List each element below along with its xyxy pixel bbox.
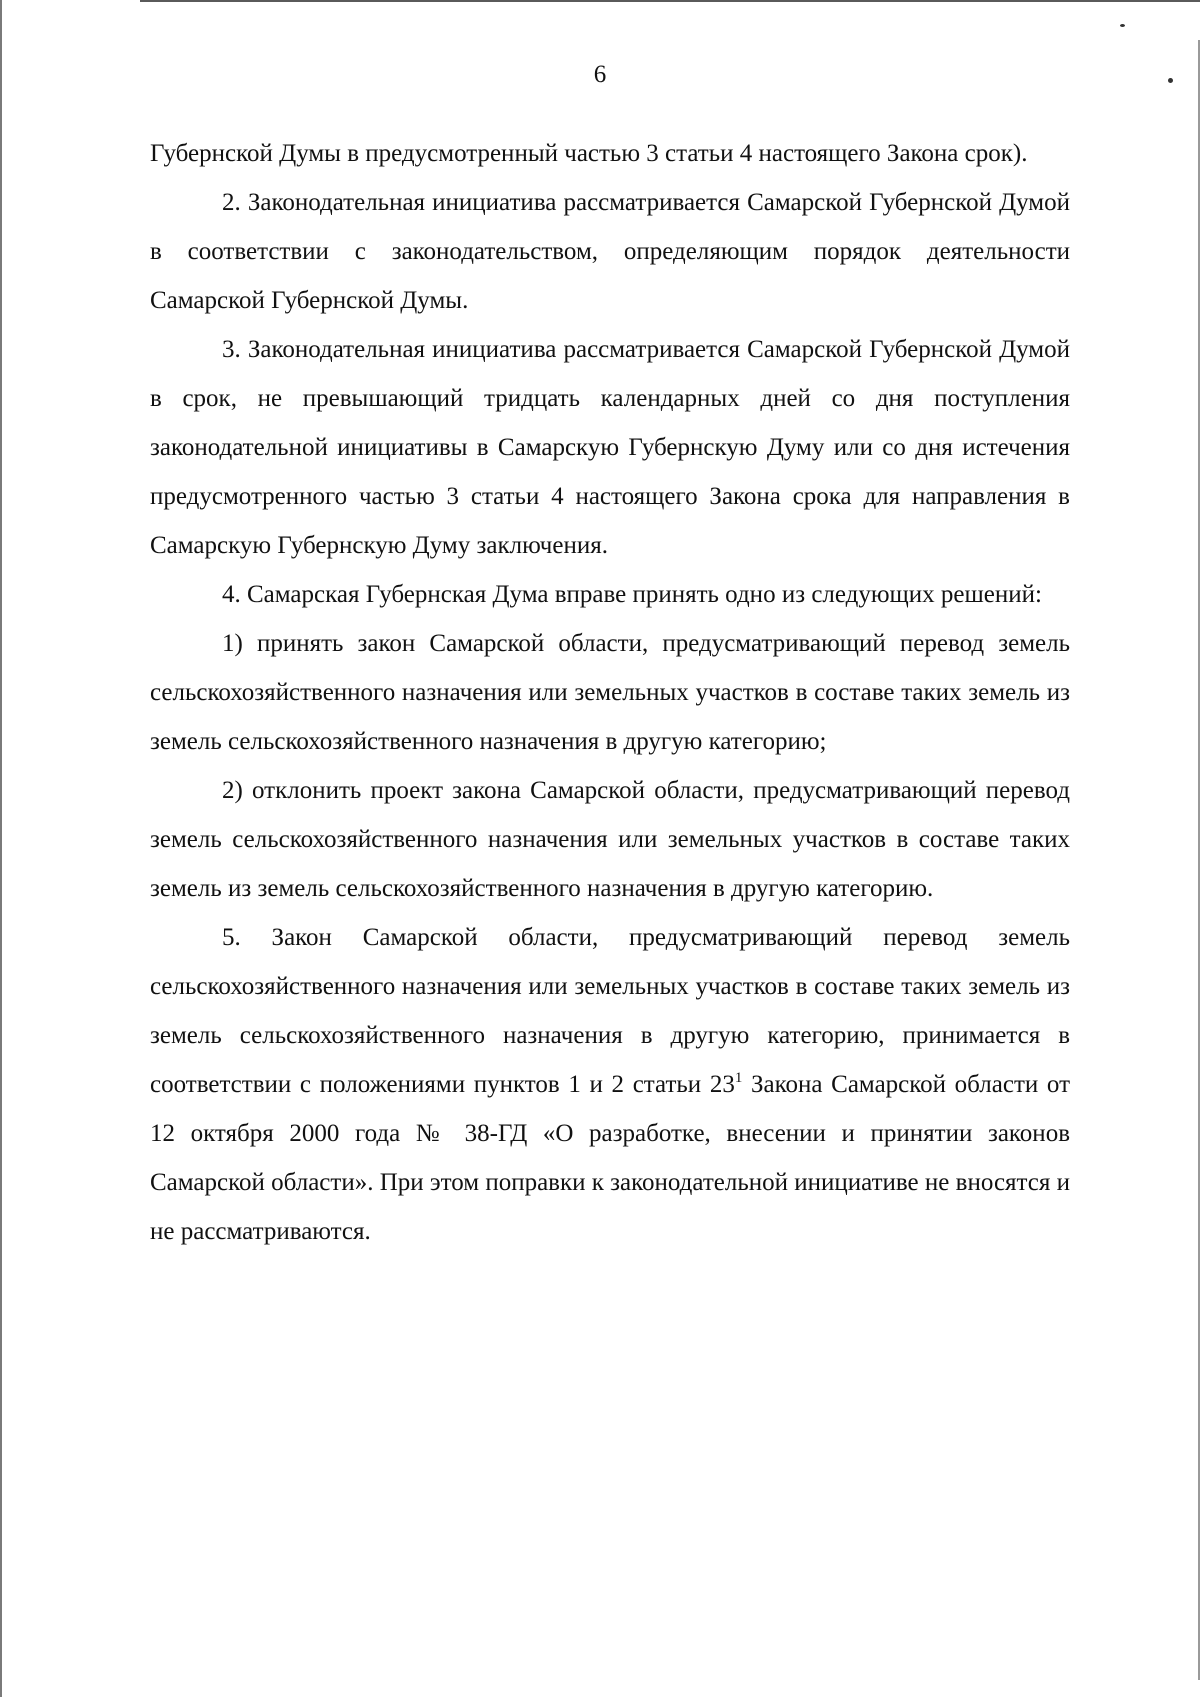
subitem-1: 1) принять закон Самарской области, предусматривающий перевод земель сельскохозяйственного назначения или земельных участков в составе таких земель из земель сельскохозяйственного назначения в другую категорию; — [150, 630, 1070, 755]
subitem-2: 2) отклонить проект закона Самарской области, предусматривающий перевод земель сельскохозяйственного назначения или земельных участков в составе таких земель из земель сельскохозяйственного назначения в другую категорию. — [150, 777, 1070, 902]
paragraph-item-3: 3. Законодательная инициатива рассматривается Самарской Губернской Думой в срок, не превышающий тридцать календарных дней со дня поступления законодательной инициативы в Самарскую Губернскую Думу или со дня истечения предусмотренного частью 3 статьи 4 настоящего Закона срока для направления в Самарскую Губернскую Думу заключения. — [150, 336, 1070, 559]
paragraph-item-5 — [150, 913, 1070, 1256]
document-body — [150, 129, 1070, 1256]
article-superscript: 1 — [734, 1070, 743, 1086]
scan-left-edge — [0, 0, 2, 1697]
paragraph-item-4: 4. Самарская Губернская Дума вправе принять одно из следующих решений: — [222, 581, 1042, 608]
scan-speck — [1120, 24, 1125, 27]
scan-top-border — [140, 0, 1200, 2]
page-number: 6 — [593, 61, 607, 88]
paragraph-item-2: 2. Законодательная инициатива рассматривается Самарской Губернской Думой в соответствии с законодательством, определяющим порядок деятельности Самарской Губернской Думы. — [150, 189, 1070, 314]
paragraph-item-5-text-end: Закона Самарской области от 12 октября 2000 года № 38-ГД «О разработке, внесении и принятии законов Самарской области». При этом поправки к законодательной инициативе не вносятся и не рассматриваются. — [150, 1071, 1070, 1245]
paragraph-continuation: Губернской Думы в предусмотренный частью 3 статьи 4 настоящего Закона срок). — [150, 140, 1028, 167]
paragraph-item-5-text-start: 5. Закон Самарской области, предусматривающий перевод земель сельскохозяйственного назначения или земельных участков в составе таких земель из земель сельскохозяйственного назначения в другую категорию, принимается в соответствии с положениями пунктов 1 и 2 статьи 23 — [150, 924, 1070, 1098]
